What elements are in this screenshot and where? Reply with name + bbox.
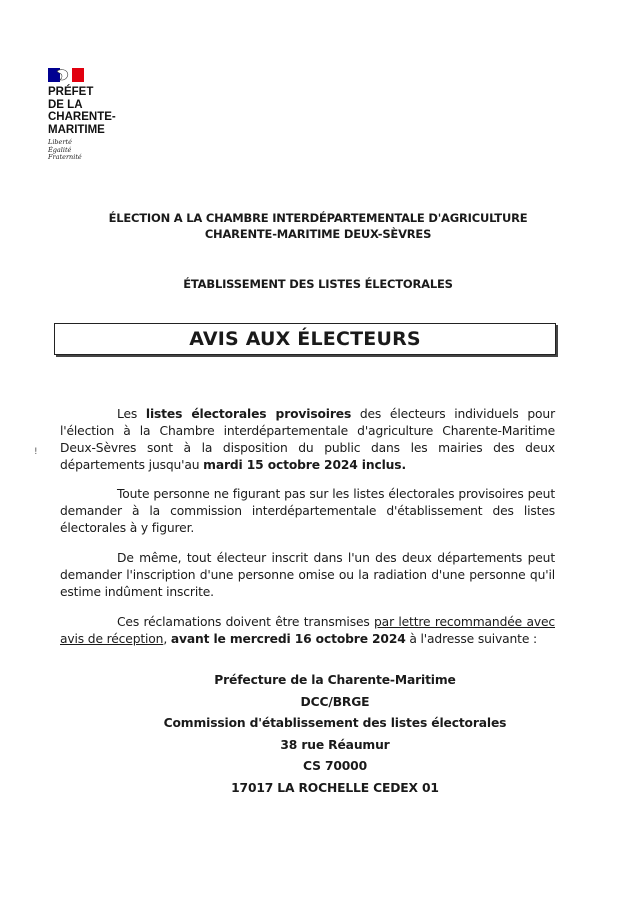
address-line: CS 70000 — [303, 759, 367, 773]
section-title: ÉTABLISSEMENT DES LISTES ÉLECTORALES — [183, 277, 453, 291]
prefecture-letterhead — [48, 68, 138, 162]
address-line: Commission d'établissement des listes électorales — [163, 716, 507, 730]
deadline-date: mardi 15 octobre 2024 inclus. — [203, 458, 406, 472]
notice-title-box — [54, 323, 556, 355]
address-line: Préfecture de la Charente-Maritime — [214, 673, 456, 687]
notice-title: AVIS AUX ÉLECTEURS — [189, 328, 421, 350]
marianne-logo-icon — [48, 68, 84, 82]
claims-deadline: avant le mercredi 16 octobre 2024 — [170, 632, 406, 646]
registered-letter-requirement: par lettre recommandée avec avis de réception — [60, 615, 555, 646]
postal-address — [100, 670, 570, 799]
scan-mark: ! — [34, 447, 38, 457]
election-title: ÉLECTION A LA CHAMBRE INTERDÉPARTEMENTALE D'AGRICULTURE CHARENTE-MARITIME DEUX-SÈVRES — [108, 211, 528, 241]
prefect-title: PRÉFET DE LA CHARENTE- MARITIME — [48, 86, 116, 136]
paragraph-registration-request: Toute personne ne figurant pas sur les listes électorales provisoires peut demander à la commission interdépartementale d'établissement des listes électorales à y figurer. — [60, 487, 555, 535]
paragraph-omission-radiation: De même, tout électeur inscrit dans l'un des deux départements peut demander l'inscription d'une personne omise ou la radiation d'une personne qu'il estime indûment inscrite. — [60, 551, 555, 599]
provisional-lists-emphasis: listes électorales provisoires — [145, 407, 352, 421]
paragraph-claims: Ces réclamations doivent être transmises par lettre recommandée avec avis de réception, avant le mercredi 16 octobre 2024 à l'adresse suivante : — [60, 615, 555, 646]
address-line: 38 rue Réaumur — [280, 737, 390, 752]
republic-motto: Liberté Égalité Fraternité — [48, 138, 82, 161]
address-line: 17017 LA ROCHELLE CEDEX 01 — [231, 780, 439, 795]
address-line: DCC/BRGE — [300, 694, 370, 709]
paragraph-provisional-lists: Les listes électorales provisoires des électeurs individuels pour l'élection à la Chambre interdépartementale d'agriculture Charente-Maritime Deux-Sèvres sont à la disposition du public dans les mairies des deux départements jusqu'au mardi 15 octobre 2024 inclus. — [60, 407, 555, 472]
